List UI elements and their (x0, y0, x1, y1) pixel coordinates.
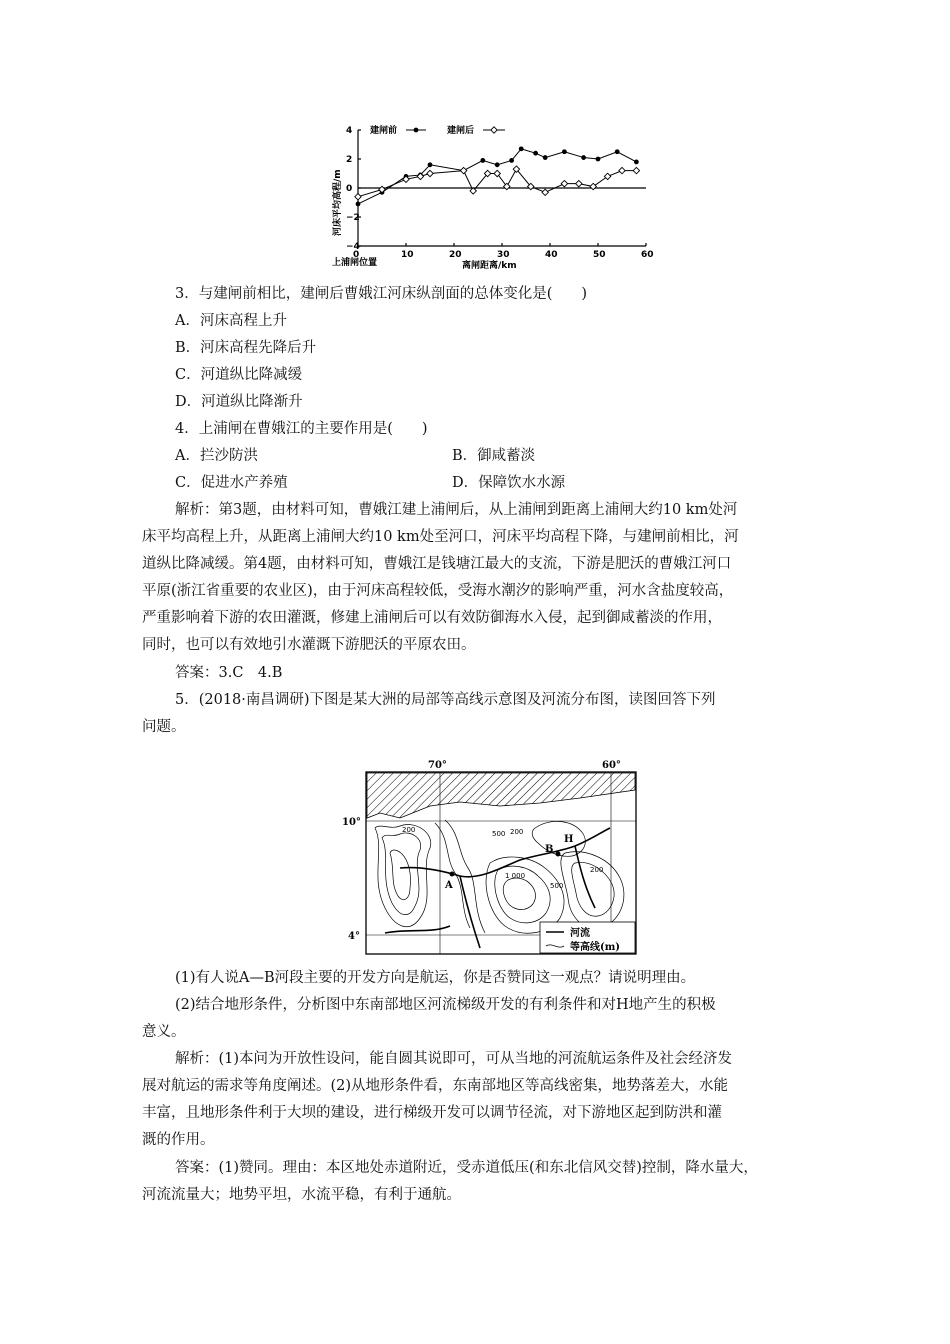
x-tick-label-30: 30 (497, 250, 510, 260)
series-0-point-13 (581, 155, 586, 160)
chart-series (355, 146, 640, 206)
series-1-point-5 (460, 167, 466, 173)
x-tick-label-10: 10 (401, 250, 414, 260)
riverbed-elevation-chart (322, 118, 662, 278)
analysis2-line4: 溉的作用。 (142, 1132, 215, 1148)
legend-marker-after (491, 127, 497, 133)
series-0-point-10 (533, 151, 538, 156)
contour-label-200-west: 200 (402, 826, 416, 834)
q5-line1: 5．(2018·南昌调研)下图是某大洲的局部等高线示意图及河流分布图，读图回答下列 (175, 692, 716, 708)
q3-option-d: D．河道纵比降渐升 (175, 394, 303, 410)
y-tick-label-0: 4 (346, 126, 353, 136)
latitude-10-label: 10° (342, 817, 361, 828)
analysis1-line4: 平原(浙江省重要的农业区)，由于河床高程较低，受海水潮汐的影响严重，河水含盐度较高， (142, 583, 734, 599)
x-tick-label-60: 60 (641, 250, 654, 260)
q3-stem: 3．与建闸前相比，建闸后曹娥江河床纵剖面的总体变化是( ) (175, 286, 588, 302)
q3-option-a: A．河床高程上升 (175, 313, 287, 329)
legend-river-label: 河流 (570, 928, 590, 939)
x-tick-label-20: 20 (449, 250, 462, 260)
series-0-point-9 (519, 146, 524, 151)
series-1-point-13 (561, 180, 567, 186)
q3-option-b: B．河床高程先降后升 (175, 340, 317, 356)
y-tick-label-2: 0 (346, 184, 353, 194)
longitude-70-label: 70° (428, 760, 447, 771)
longitude-60-label: 60° (602, 760, 621, 771)
q4-option-b: B．御咸蓄淡 (452, 448, 536, 464)
sub-question-2-line2: 意义。 (142, 1024, 186, 1040)
series-1-point-4 (427, 170, 433, 176)
series-0-point-11 (543, 155, 548, 160)
series-0-point-0 (356, 202, 361, 207)
y-axis-label: 河床平均高程/m (333, 169, 343, 236)
legend-marker-before (414, 128, 419, 133)
series-0-point-7 (495, 162, 500, 167)
answer2-line1: 答案：(1)赞同。理由：本区地处赤道附近，受赤道低压(和东北信风交替)控制，降水量大， (175, 1160, 758, 1176)
y-tick-label-4: −4 (346, 242, 360, 252)
chart-axes (346, 126, 654, 260)
series-0-point-4 (428, 162, 433, 167)
analysis1-line5: 严重影响着下游的农田灌溉，修建上浦闸后可以有效防御海水入侵，起到御咸蓄淡的作用， (142, 610, 722, 626)
x-origin-label: 上浦闸位置 (332, 258, 378, 268)
series-1-point-12 (542, 189, 548, 195)
series-0-point-12 (562, 149, 567, 154)
legend-label-before: 建闸前 (370, 126, 398, 136)
contour-river-map (340, 758, 640, 958)
x-tick-label-50: 50 (593, 250, 606, 260)
contour-label-1000: 1 000 (505, 872, 526, 880)
q3-option-c: C．河道纵比降减缓 (175, 367, 303, 383)
analysis1-line2: 床平均高程上升，从距离上浦闸大约10 km处至河口，河床平均高程下降，与建闸前相比，河 (142, 529, 739, 545)
point-h-label: H (564, 834, 574, 845)
analysis1-line3: 道纵比降减缓。第4题，由材料可知，曹娥江是钱塘江最大的支流，下游是肥沃的曹娥江河口 (142, 556, 732, 572)
analysis2-line1: 解析：(1)本问为开放性设问，能自圆其说即可，可从当地的河流航运条件及社会经济发 (175, 1051, 733, 1067)
contour-label-500-north: 500 (492, 830, 506, 838)
chart-legend (370, 124, 505, 136)
point-b-label: B (545, 844, 554, 855)
contour-label-200-north: 200 (510, 828, 524, 836)
q5-line2: 问题。 (142, 719, 186, 735)
analysis1-line6: 同时，也可以有效地引水灌溉下游肥沃的平原农田。 (142, 637, 476, 653)
q4-option-d: D．保障饮水水源 (452, 475, 566, 491)
q4-option-c: C．促进水产养殖 (175, 475, 288, 491)
answer2-line2: 河流流量大；地势平坦，水流平稳，有利于通航。 (142, 1187, 461, 1203)
sub-question-2-line1: (2)结合地形条件，分析图中东南部地区河流梯级开发的有利条件和对H地产生的积极 (175, 997, 716, 1013)
series-0-point-15 (615, 149, 620, 154)
series-1-point-16 (604, 173, 610, 179)
series-1-point-15 (590, 183, 596, 189)
series-0-point-14 (596, 157, 601, 162)
series-1-point-18 (633, 167, 639, 173)
series-0-point-16 (634, 160, 639, 165)
legend-contour-label: 等高线(m) (570, 942, 621, 953)
x-tick-label-0: 0 (353, 250, 360, 260)
sub-question-1: (1)有人说A—B河段主要的开发方向是航运，你是否赞同这一观点？请说明理由。 (175, 970, 696, 986)
legend-label-after: 建闸后 (447, 126, 475, 136)
y-tick-label-3: −2 (346, 213, 360, 223)
series-1-point-14 (576, 180, 582, 186)
q4-option-a: A．拦沙防洪 (175, 448, 258, 464)
latitude-4-label: 4° (348, 931, 360, 942)
answer1: 答案：3.C 4.B (175, 665, 283, 681)
analysis2-line3: 丰富，且地形条件利于大坝的建设，进行梯级开发可以调节径流，对下游地区起到防洪和灌 (142, 1105, 722, 1121)
map-svg (340, 758, 640, 958)
analysis1-line1: 解析：第3题，由材料可知，曹娥江建上浦闸后，从上浦闸到距离上浦闸大约10 km处河 (175, 502, 738, 518)
y-tick-label-1: 2 (346, 155, 353, 165)
point-a-marker (450, 872, 455, 877)
series-1-point-17 (619, 167, 625, 173)
q4-stem: 4．上浦闸在曹娥江的主要作用是( ) (175, 421, 428, 437)
series-0-point-6 (480, 158, 485, 163)
x-axis-label: 离闸距离/km (462, 261, 517, 271)
contour-label-500-east: 500 (550, 882, 564, 890)
series-0-point-8 (509, 158, 514, 163)
contour-label-200-east: 200 (590, 866, 604, 874)
point-a-label: A (445, 880, 453, 891)
chart-svg (322, 118, 662, 278)
x-tick-label-40: 40 (545, 250, 558, 260)
point-b-marker (556, 852, 561, 857)
analysis2-line2: 展对航运的需求等角度阐述。(2)从地形条件看，东南部地区等高线密集，地势落差大，水能 (142, 1078, 729, 1094)
series-1-point-0 (355, 194, 361, 200)
